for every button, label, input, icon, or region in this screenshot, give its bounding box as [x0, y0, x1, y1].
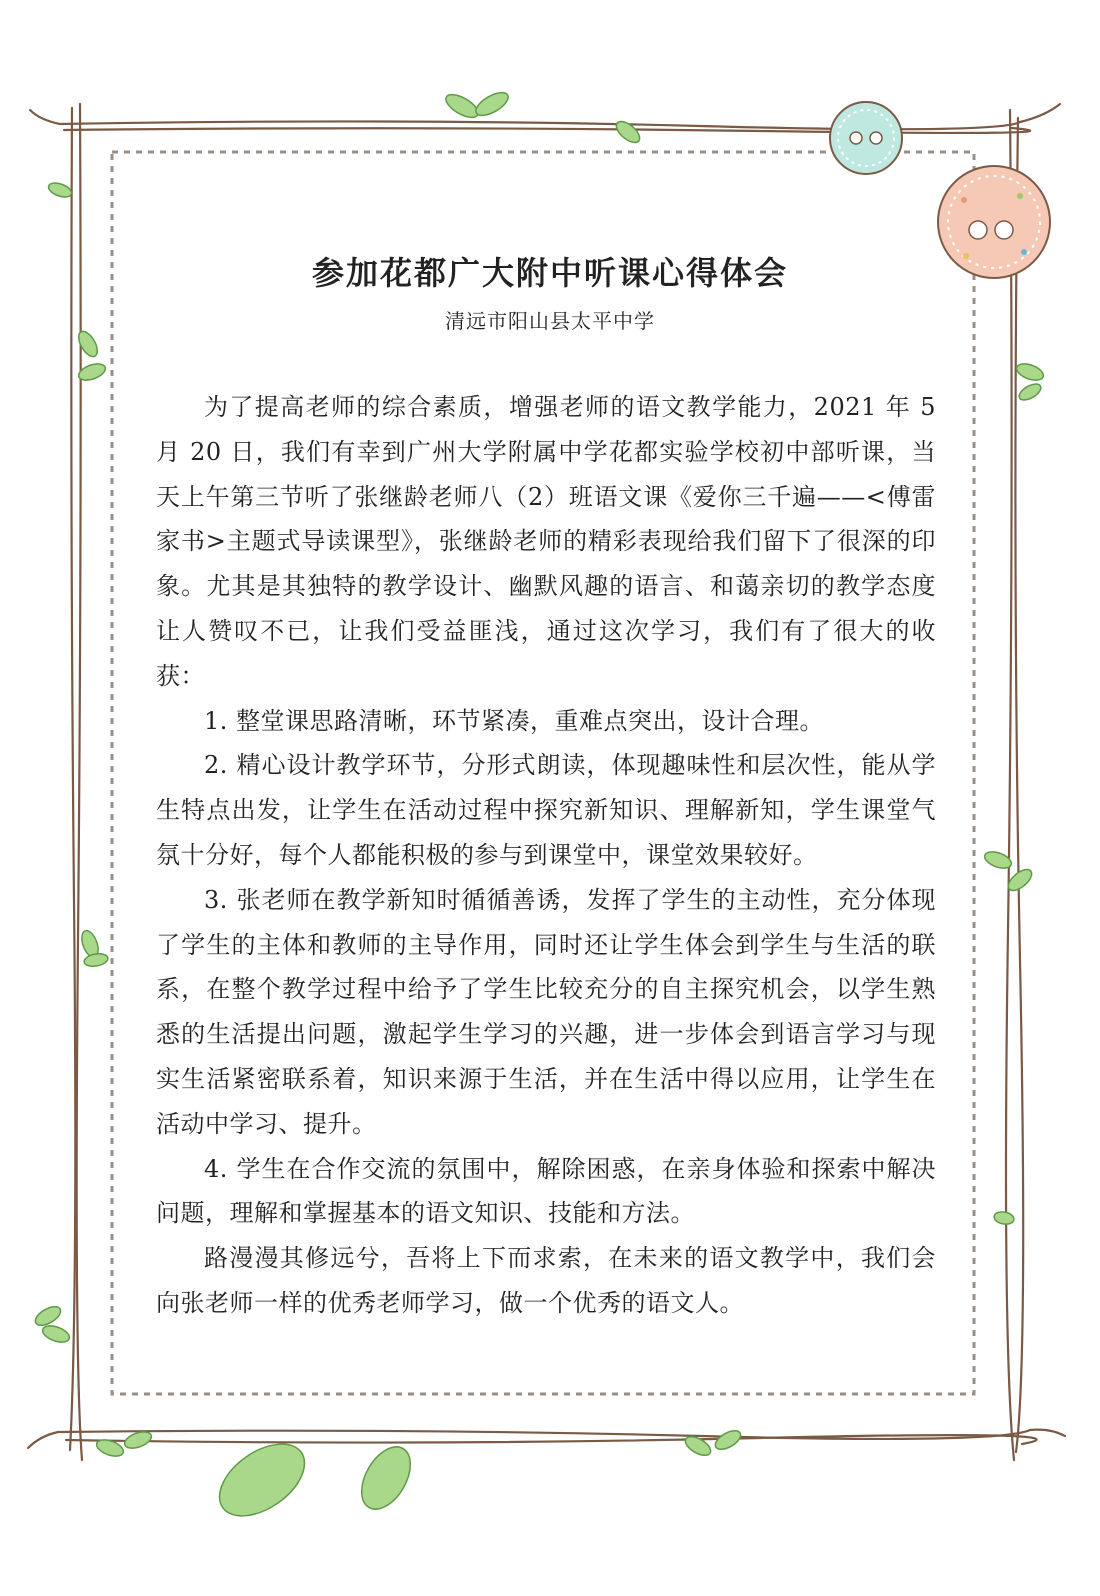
point-4-paragraph: 4. 学生在合作交流的氛围中，解除困惑，在亲身体验和探索中解决问题，理解和掌握基本的语文知识、技能和方法。 — [156, 1154, 936, 1228]
point-3-paragraph: 3. 张老师在教学新知时循循善诱，发挥了学生的主动性，充分体现了学生的主体和教师的主导作用，同时还让学生体会到学生与生活的联系，在整个教学过程中给予了学生比较充分的自主探究机会，以学生熟悉的生活提出问题，激起学生学习的兴趣，进一步体会到语言学习与现实生活紧密联系着，知识来源于生活，并在生活中得以应用，让学生在活动中学习、提升。 — [156, 885, 936, 1138]
article-body — [156, 385, 936, 1326]
page-title: 参加花都广大附中听课心得体会 — [311, 254, 788, 292]
point-2-paragraph: 2. 精心设计教学环节，分形式朗读，体现趣味性和层次性，能从学生特点出发，让学生在活动过程中探究新知识、理解新知，学生课堂气氛十分好，每个人都能积极的参与到课堂中，课堂效果较好。 — [156, 751, 936, 869]
intro-paragraph: 为了提高老师的综合素质，增强老师的语文教学能力，2021 年 5 月 20 日，我们有幸到广州大学附属中学花都实验学校初中部听课，当天上午第三节听了张继龄老师八（2）班语文课《爱你三千遍——<傅雷家书>主题式导读课型》，张继龄老师的精彩表现给我们留下了很深的印象。尤其是其独特的教学设计、幽默风趣的语言、和蔼亲切的教学态度让人赞叹不已，让我们受益匪浅，通过这次学习，我们有了很大的收获： — [156, 393, 936, 690]
closing-paragraph: 路漫漫其修远兮，吾将上下而求索，在未来的语文教学中，我们会向张老师一样的优秀老师学习，做一个优秀的语文人。 — [156, 1244, 936, 1317]
point-1-paragraph: 1. 整堂课思路清晰，环节紧凑，重难点突出，设计合理。 — [204, 706, 825, 735]
school-name: 清远市阳山县太平中学 — [445, 309, 655, 333]
